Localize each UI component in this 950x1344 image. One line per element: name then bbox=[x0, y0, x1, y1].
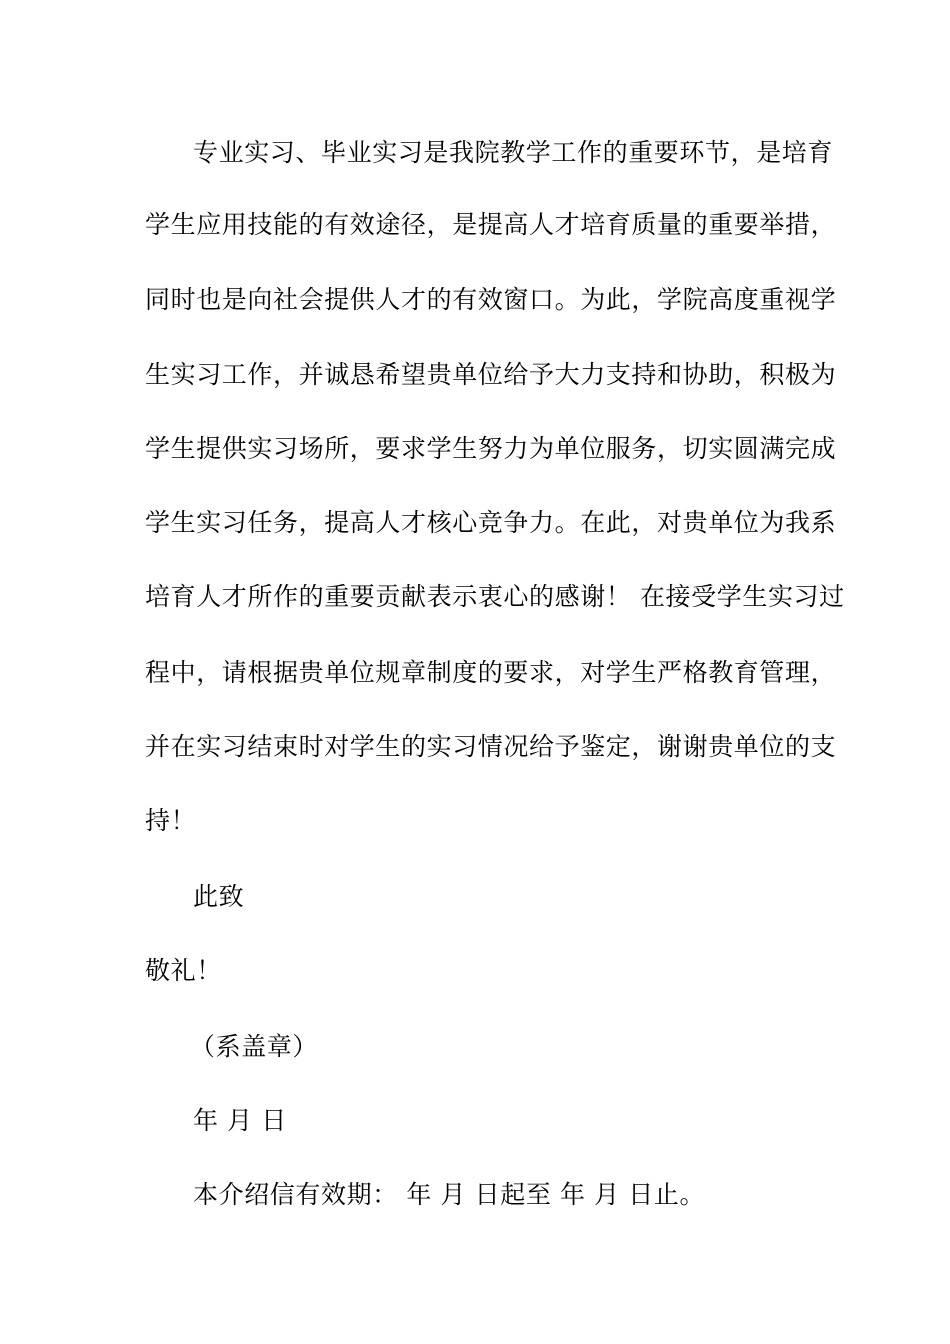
body-line-1: 专业实习、毕业实习是我院教学工作的重要环节，是培育 bbox=[193, 138, 834, 167]
date-line: 年 月 日 bbox=[193, 1106, 287, 1135]
closing-ci-zhi: 此致 bbox=[193, 882, 245, 911]
body-line-2: 学生应用技能的有效途径，是提高人才培育质量的重要举措， bbox=[145, 210, 837, 239]
body-line-3: 同时也是向社会提供人才的有效窗口。为此，学院高度重视学 bbox=[145, 285, 837, 314]
body-line-7: 培育人才所作的重要贡献表示衷心的感谢！ 在接受学生实习过 bbox=[145, 582, 845, 611]
body-line-6: 学生实习任务，提高人才核心竞争力。在此，对贵单位为我系 bbox=[145, 508, 837, 537]
body-line-9: 并在实习结束时对学生的实习情况给予鉴定，谢谢贵单位的支 bbox=[145, 732, 837, 761]
body-line-10: 持！ bbox=[145, 806, 197, 835]
body-line-8: 程中，请根据贵单位规章制度的要求，对学生严格教育管理， bbox=[145, 658, 837, 687]
body-line-4: 生实习工作，并诚恳希望贵单位给予大力支持和协助，积极为 bbox=[145, 360, 837, 389]
validity-line: 本介绍信有效期： 年 月 日起至 年 月 日止。 bbox=[193, 1180, 706, 1209]
seal-note: （系盖章） bbox=[190, 1032, 319, 1061]
body-line-5: 学生提供实习场所，要求学生努力为单位服务，切实圆满完成 bbox=[145, 434, 837, 463]
closing-jing-li: 敬礼！ bbox=[145, 956, 222, 985]
